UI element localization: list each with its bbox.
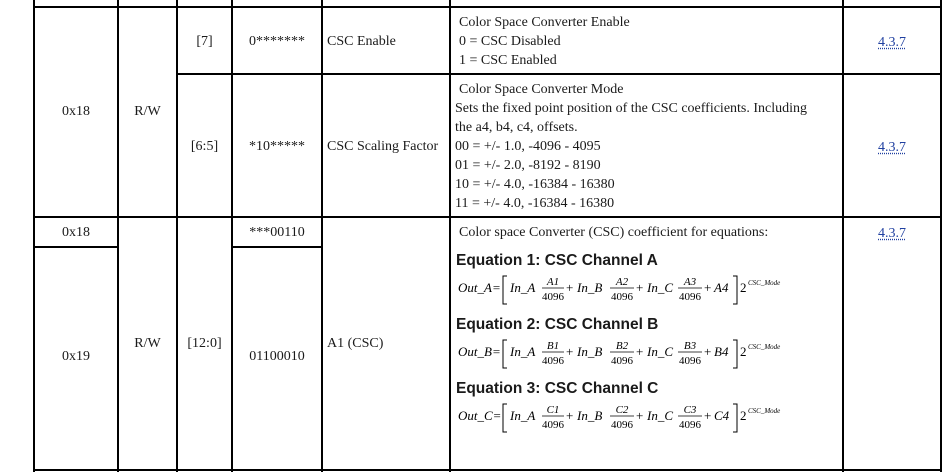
grid-line [33, 216, 942, 218]
description-line: 01 = +/- 2.0, -8192 - 8190 [455, 158, 601, 173]
equation-offset: A4 [714, 280, 729, 295]
equation-denominator: 4096 [679, 355, 701, 367]
plus-sign: + [636, 280, 644, 295]
register-address: 0x19 [62, 349, 90, 364]
plus-sign: + [566, 280, 574, 295]
field-name: CSC Scaling Factor [327, 139, 439, 154]
equation-lhs: Out_A= [458, 280, 501, 295]
equation-term: In_A [510, 280, 536, 295]
grid-line [231, 246, 323, 248]
equation-denominator: 4096 [611, 355, 633, 367]
left-bracket [503, 404, 507, 432]
grid-line [117, 0, 119, 472]
equation-numerator: A3 [683, 276, 697, 288]
description-line: 0 = CSC Disabled [459, 34, 561, 49]
grid-line [176, 73, 942, 75]
grid-line [321, 0, 323, 472]
equation-numerator: B1 [546, 340, 560, 352]
bit-range: [7] [196, 34, 213, 49]
equation-formula [452, 336, 792, 372]
grid-line [33, 246, 119, 248]
equation-denominator: 4096 [542, 419, 564, 431]
equation-term: In_C [647, 408, 673, 423]
right-bracket [733, 404, 737, 432]
equation-lhs: Out_B= [458, 344, 501, 359]
field-description: Color space Converter (CSC) coefficient for equations: [459, 225, 769, 240]
equation-title: Equation 1: CSC Channel A [456, 252, 658, 269]
equation-term: In_C [647, 280, 673, 295]
equation-numerator: A2 [615, 276, 629, 288]
equation-term: In_A [510, 344, 536, 359]
plus-sign: + [566, 344, 574, 359]
equation-numerator: C2 [615, 404, 629, 416]
default-value: 01100010 [249, 349, 305, 364]
field-name: CSC Enable [327, 34, 396, 49]
left-bracket [503, 340, 507, 368]
equation-denominator: 4096 [611, 419, 633, 431]
grid-line [940, 0, 942, 472]
plus-sign: + [704, 344, 712, 359]
default-value: *10***** [249, 139, 305, 154]
power-exponent: CSC_Mode [748, 343, 781, 351]
power-base: 2 [740, 408, 747, 423]
section-reference-link[interactable]: 4.3.7 [878, 35, 906, 50]
equation-denominator: 4096 [611, 291, 633, 303]
default-value: ***00110 [249, 225, 305, 240]
equation-term: In_B [577, 408, 603, 423]
equation-formula [452, 272, 792, 308]
field-description [455, 80, 807, 213]
power-base: 2 [740, 280, 747, 295]
equation-term: In_B [577, 280, 603, 295]
equation-denominator: 4096 [679, 291, 701, 303]
equation-numerator: A1 [546, 276, 560, 288]
equation-denominator: 4096 [679, 419, 701, 431]
description-line: Color Space Converter Enable [459, 15, 630, 30]
bit-range: [12:0] [187, 336, 222, 351]
power-exponent: CSC_Mode [748, 407, 781, 415]
right-bracket [733, 276, 737, 304]
section-reference-link[interactable]: 4.3.7 [878, 226, 906, 241]
equation-term: In_A [510, 408, 536, 423]
right-bracket [733, 340, 737, 368]
equation-term: In_B [577, 344, 603, 359]
equation-denominator: 4096 [542, 291, 564, 303]
plus-sign: + [566, 408, 574, 423]
equation-lhs: Out_C= [458, 408, 502, 423]
plus-sign: + [704, 408, 712, 423]
grid-line [33, 6, 942, 8]
field-name: A1 (CSC) [327, 336, 384, 351]
plus-sign: + [636, 408, 644, 423]
equation-denominator: 4096 [542, 355, 564, 367]
left-bracket [503, 276, 507, 304]
grid-line [33, 469, 942, 471]
grid-line [176, 0, 178, 472]
bit-range: [6:5] [190, 139, 219, 154]
description-line: 1 = CSC Enabled [459, 53, 557, 68]
equation-offset: B4 [714, 344, 729, 359]
register-address: 0x18 [62, 104, 90, 119]
default-value: 0******* [249, 34, 305, 49]
description-line: 00 = +/- 1.0, -4096 - 4095 [455, 139, 601, 154]
equation-title: Equation 3: CSC Channel C [456, 380, 659, 397]
description-line: 10 = +/- 4.0, -16384 - 16380 [455, 177, 615, 192]
section-reference-link[interactable]: 4.3.7 [878, 140, 906, 155]
plus-sign: + [704, 280, 712, 295]
equation-formula [452, 400, 792, 436]
equation-numerator: B3 [683, 340, 697, 352]
description-line: 11 = +/- 4.0, -16384 - 16380 [455, 196, 615, 211]
equation-term: In_C [647, 344, 673, 359]
description-line: the a4, b4, c4, offsets. [455, 120, 578, 135]
equation-offset: C4 [714, 408, 730, 423]
equation-numerator: C1 [546, 404, 560, 416]
power-exponent: CSC_Mode [748, 279, 781, 287]
plus-sign: + [636, 344, 644, 359]
equation-numerator: B2 [615, 340, 629, 352]
equation-title: Equation 2: CSC Channel B [456, 316, 659, 333]
equation-numerator: C3 [683, 404, 697, 416]
grid-line [449, 0, 451, 472]
access-type: R/W [134, 104, 161, 119]
access-type: R/W [134, 336, 161, 351]
description-line: Color Space Converter Mode [459, 82, 624, 97]
register-address: 0x18 [62, 225, 90, 240]
field-description [459, 13, 630, 70]
power-base: 2 [740, 344, 747, 359]
description-line: Sets the fixed point position of the CSC coefficients. Including [455, 101, 808, 116]
